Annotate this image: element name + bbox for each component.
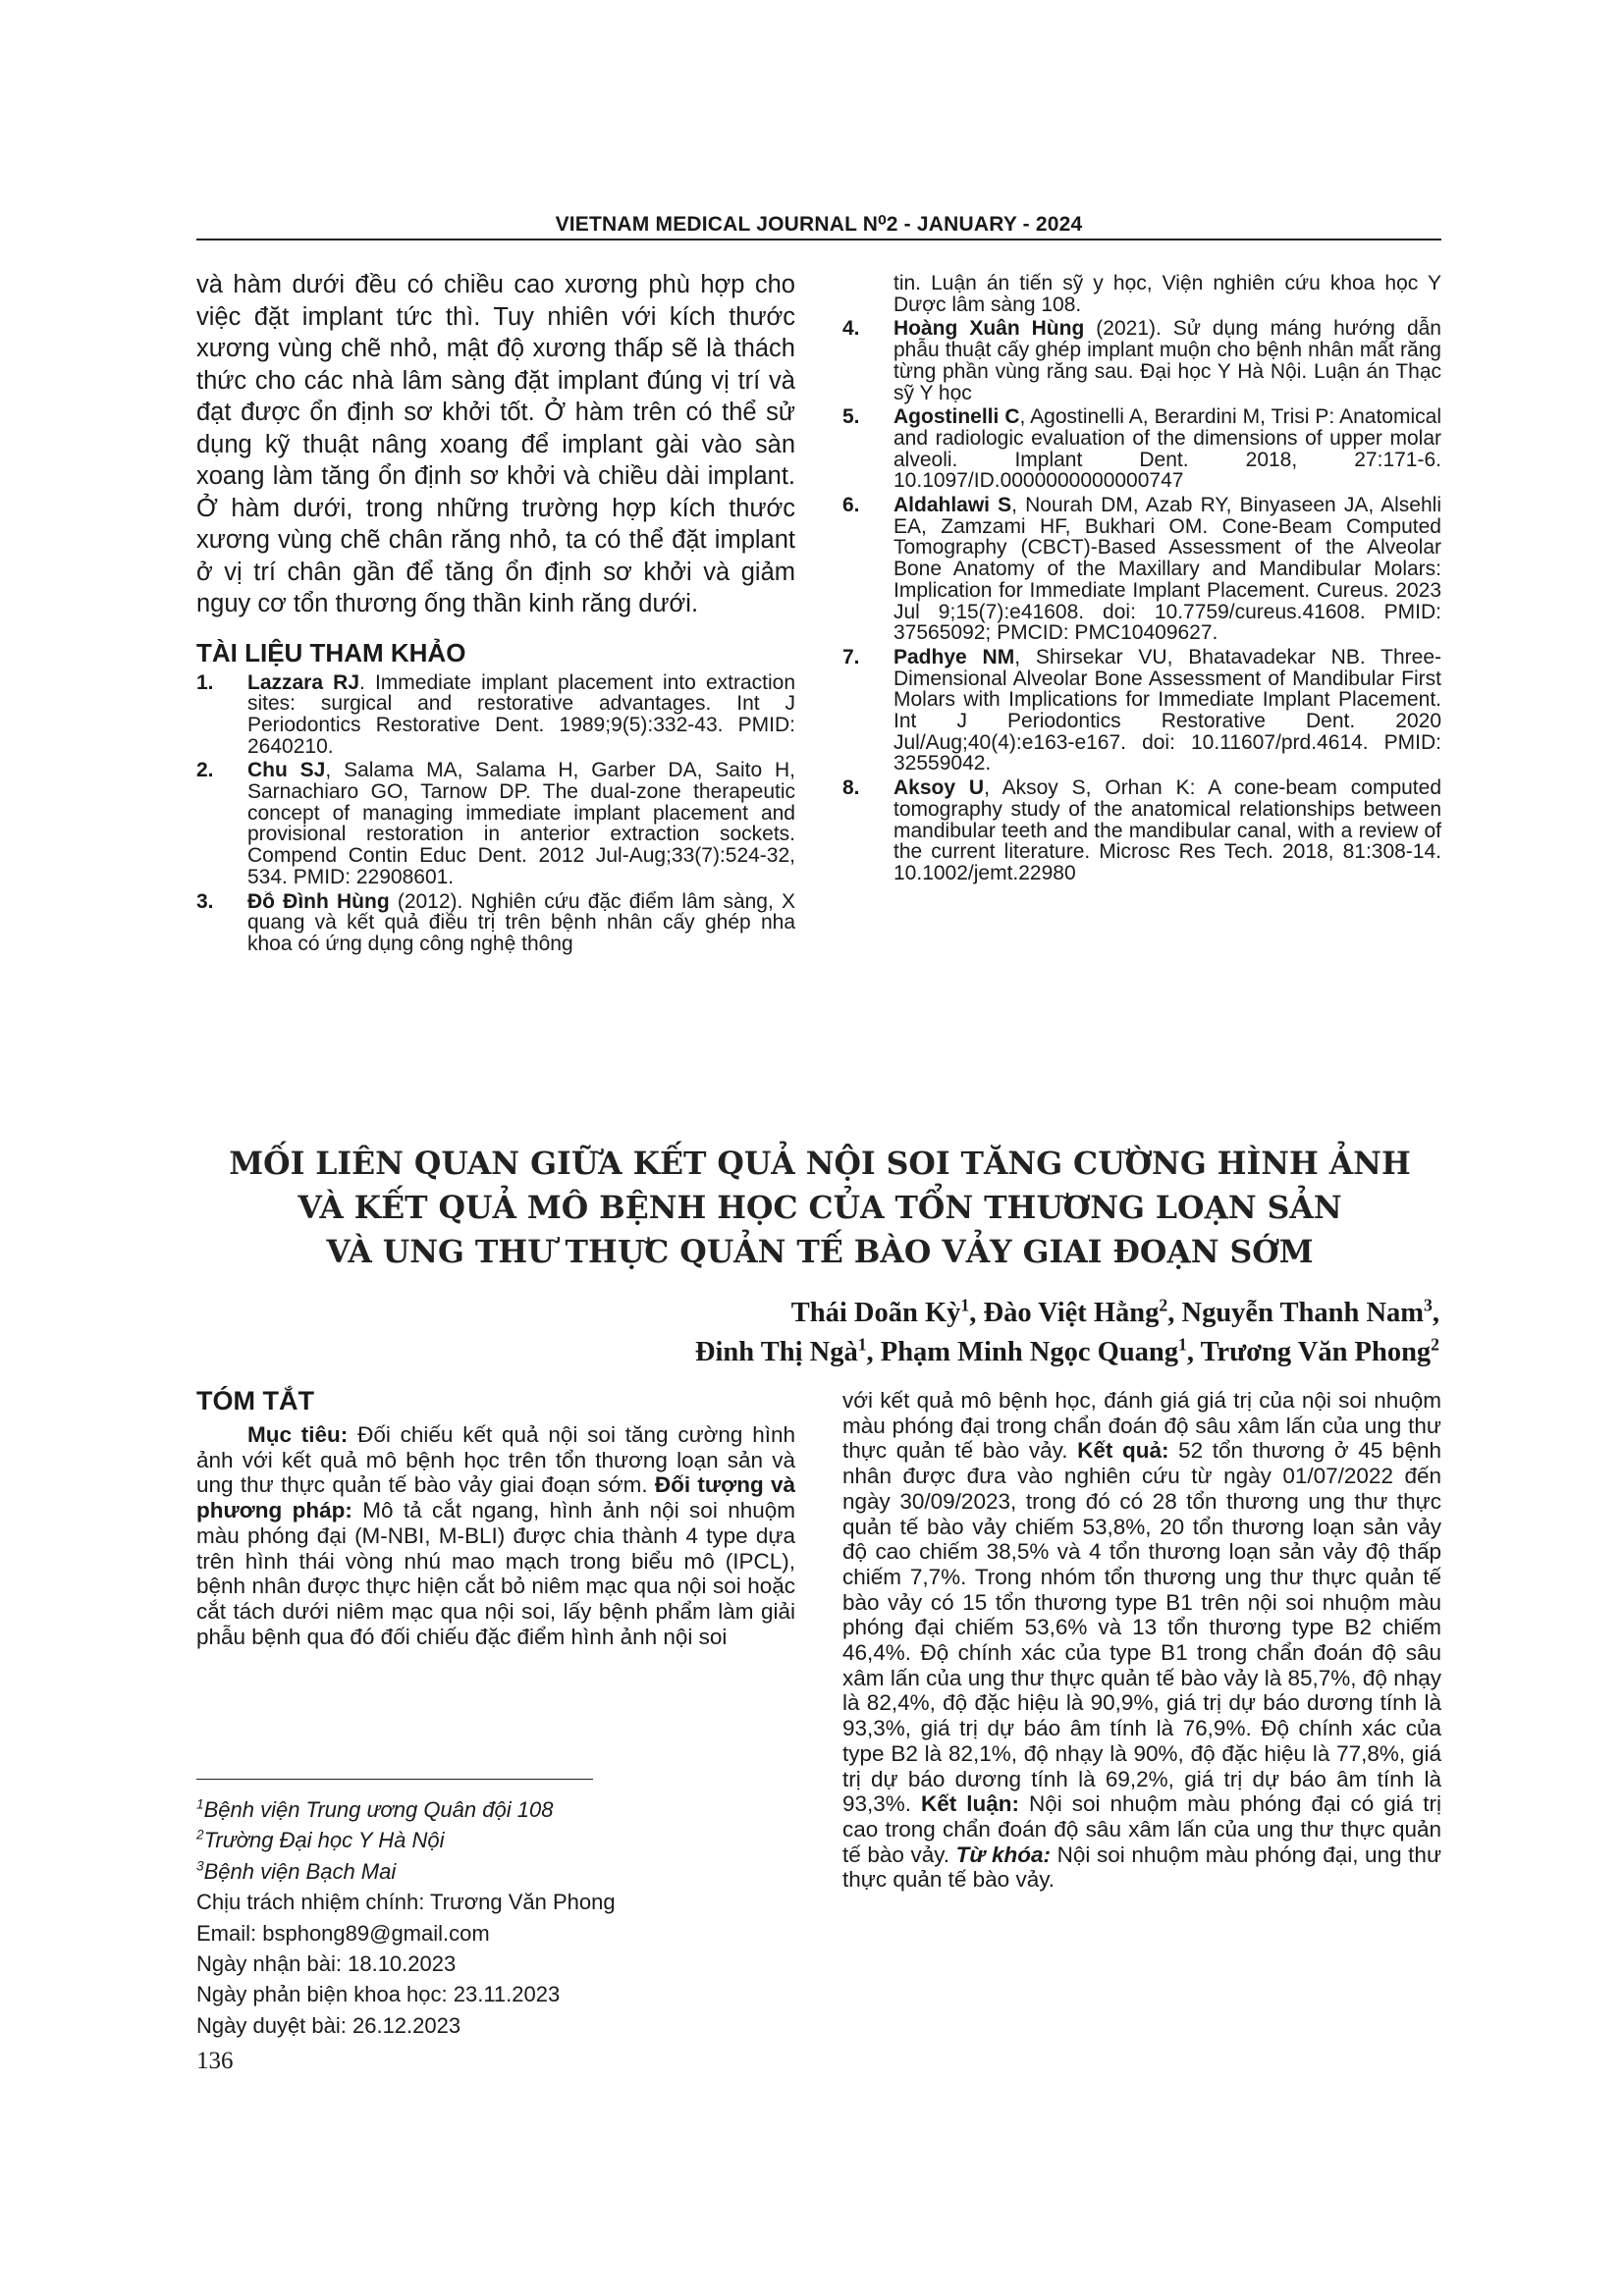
header-rule (196, 239, 1441, 240)
author-affiliation: 2 (1431, 1334, 1439, 1355)
reference-author: Agostinelli C (893, 405, 1020, 429)
abstract-methods-label: Đối tượng và phương pháp: (196, 1472, 795, 1523)
author-affiliation: 3 (1424, 1295, 1433, 1315)
reference-item (196, 672, 795, 758)
references-list-left (196, 672, 795, 955)
title-line: VÀ UNG THƯ THỰC QUẢN TẾ BÀO VẢY GIAI ĐOẠN SỚM (326, 1234, 1314, 1270)
abstract-methods-text: Mô tả cắt ngang, hình ảnh nội soi nhuộm màu phóng đại (M-NBI, M-BLI) được chia thành 4 type dựa trên hình thái vòng nhú mao mạch trong biểu mô (IPCL), bệnh nhân được thực hiện cắt bỏ niêm mạc qua nội soi hoặc cắt tách dưới niêm mạc qua nội soi, lấy bệnh phẩm làm giải phẫu bệnh qua đó đối chiếu đặc điểm hình ảnh nội soi (196, 1498, 795, 1649)
abstract-heading: TÓM TẮT (196, 1386, 314, 1415)
author-name: Nguyễn Thanh Nam (1181, 1298, 1425, 1328)
reference-number: 8. (842, 776, 860, 800)
reference-number: 1. (196, 670, 214, 694)
journal-header: VIETNAM MEDICAL JOURNAL N⁰2 - JANUARY - 2024 (555, 213, 1083, 236)
abstract-right-column (842, 1388, 1441, 1893)
affiliation-1: $^1$Bệnh viện Trung ương Quân đội 108 (196, 1796, 554, 1822)
abstract-conclusion-label: Kết luận: (921, 1791, 1020, 1817)
author-name: Trương Văn Phong (1200, 1337, 1432, 1367)
author-name: Đinh Thị Ngà (694, 1337, 858, 1367)
title-line: MỐI LIÊN QUAN GIỮA KẾT QUẢ NỘI SOI TĂNG CƯỜNG HÌNH ẢNH (229, 1146, 1411, 1182)
reference-text: (2012). Nghiên cứu đặc điểm lâm sàng, X quang và kết quả điều trị trên bệnh nhân cấy ghép nha khoa có ứng dụng công nghệ thông (247, 890, 795, 955)
reference-item (842, 777, 1441, 884)
body-paragraph: và hàm dưới đều có chiều cao xương phù hợp cho việc đặt implant tức thì. Tuy nhiên với kích thước xương vùng chẽ nhỏ, mật độ xương thấp sẽ là thách thức cho các nhà lâm sàng đặt implant đúng vị trí và đạt được ổn định sơ khởi tốt. Ở hàm trên có thể sử dụng kỹ thuật nâng xoang để implant gài vào sàn xoang làm tăng ổn định sơ khởi và chiều dài implant. Ở hàm dưới, trong những trường hợp kích thước xương vùng chẽ chân răng nhỏ, ta có thể đặt implant ở vị trí chân gần để tăng ổn định sơ khởi và giảm nguy cơ tổn thương ống thần kinh răng dưới. (196, 271, 795, 617)
reference-author: Đỗ Đình Hùng (247, 890, 390, 913)
reference-author: Hoàng Xuân Hùng (893, 317, 1085, 341)
abstract-text-continued (842, 1388, 1441, 1893)
abstract-keywords-label: Từ khóa: (955, 1842, 1052, 1867)
corresponding-author: Chịu trách nhiệm chính: Trương Văn Phong (196, 1890, 616, 1915)
abstract-objective-text: Đối chiếu kết quả nội soi tăng cường hình ảnh với kết quả mô bệnh học trên tổn thương loạn sản và ung thư thực quản tế bào vảy giai đoạn sớm. (196, 1422, 795, 1498)
abstract-methods-continued: với kết quả mô bệnh học, đánh giá giá trị của nội soi nhuộm màu phóng đại trong chẩn đoán độ sâu xâm lấn của ung thư thực quản tế bào vảy. (842, 1388, 1441, 1464)
abstract-results-label: Kết quả: (1077, 1438, 1169, 1464)
author-line: Đinh Thị Ngà$^1$, Phạm Minh Ngọc Quang$^1$, Trương Văn Phong$^2$ (694, 1334, 1439, 1367)
reference-item (842, 318, 1441, 403)
reference-number: 5. (842, 405, 860, 429)
reference-text: tin. Luận án tiến sỹ y học, Viện nghiên cứu khoa học Y Dược lâm sàng 108. (893, 272, 1441, 316)
reference-number: 4. (842, 317, 860, 341)
reference-continuation (842, 273, 1441, 315)
right-column-top (842, 273, 1441, 884)
reference-author: Aksoy U (893, 776, 985, 800)
reference-author: Aldahlawi S (893, 494, 1012, 517)
reference-number: 2. (196, 759, 214, 782)
title-line: VÀ KẾT QUẢ MÔ BỆNH HỌC CỦA TỔN THƯƠNG LOẠN SẢN (298, 1190, 1342, 1226)
references-heading: TÀI LIỆU THAM KHẢO (196, 637, 466, 667)
page-number: 136 (196, 2048, 234, 2074)
author-affiliation: 2 (1159, 1295, 1168, 1315)
abstract-objective-label: Mục tiêu: (247, 1422, 349, 1447)
article-title (167, 1142, 1473, 1274)
abstract-left-column (196, 1422, 795, 1751)
reference-author: Lazzara RJ (247, 670, 360, 694)
reference-item (196, 760, 795, 887)
footnotes (196, 1794, 616, 2041)
abstract-text (196, 1422, 795, 1649)
abstract-results-text: 52 tổn thương ở 45 bệnh nhân được đưa vào nghiên cứu từ ngày 01/07/2022 đến ngày 30/09/2023, trong đó có 28 tổn thương ung thư thực quản tế bào vảy chiếm 53,8%, 20 tổn thương loạn sản vảy độ cao chiếm 38,5% và 4 tổn thương loạn sản vảy độ thấp chiếm 7,7%. Trong nhóm tổn thương ung thư thực quản tế bào vảy có 15 tổn thương type B1 trên nội soi nhuộm màu phóng đại chiếm 53,6% và 13 tổn thương type B2 chiếm 46,4%. Độ chính xác của type B1 trong chẩn đoán độ sâu xâm lấn của ung thư thực quản tế bào vảy là 85,7%, độ nhạy là 82,4%, độ đặc hiệu là 90,9%, giá trị dự báo dương tính là 93,3%, giá trị dự báo âm tính là 76,9%. Độ chính xác của type B2 là 82,1%, độ nhạy là 90%, độ đặc hiệu là 77,8%, giá trị dự báo dương tính là 69,2%, giá trị dự báo âm tính là 93,3%. (842, 1438, 1441, 1817)
reference-text: , Agostinelli A, Berardini M, Trisi P: Anatomical and radiologic evaluation of the dimensions of upper molar alveoli. Implant Dent. 2018, 27:171-6. 10.1097/ID.0000000000000747 (893, 405, 1441, 493)
date-accepted: Ngày duyệt bài: 26.12.2023 (196, 2012, 461, 2038)
reference-item (842, 647, 1441, 774)
reference-text: , Salama MA, Salama H, Garber DA, Saito H, Sarnachiaro GO, Tarnow DP. The dual-zone therapeutic concept of managing immediate implant placement and provisional restoration in anterior extraction sockets. Compend Contin Educ Dent. 2012 Jul-Aug;33(7):524-32, 534. PMID: 22908601. (247, 759, 796, 888)
author-line: Thái Doãn Kỳ$^1$, Đào Việt Hằng$^2$, Nguyễn Thanh Nam$^3$, (790, 1295, 1439, 1328)
corresponding-email: Email: bsphong89@gmail.com (196, 1920, 490, 1946)
reference-item (842, 406, 1441, 492)
affiliation-2: $^2$Trường Đại học Y Hà Nội (196, 1828, 445, 1853)
left-column-top (196, 269, 795, 955)
reference-number: 7. (842, 645, 860, 668)
reference-author: Padhye NM (893, 645, 1015, 668)
reference-number: 3. (196, 889, 214, 913)
references-list-right (842, 273, 1441, 884)
reference-text: , Shirsekar VU, Bhatavadekar NB. Three-Dimensional Alveolar Bone Assessment of Mandibular First Molars with Implications for Immediate Implant Placement. Int J Periodontics Restorative Dent. 2020 Jul/Aug;40(4):e163-e167. doi: 10.11607/prd.4614. PMID: 32559042. (893, 645, 1441, 775)
abstract-keywords-text: Nội soi nhuộm màu phóng đại, ung thư thực quản tế bào vảy. (842, 1842, 1442, 1893)
reference-text: , Nourah DM, Azab RY, Binyaseen JA, Alsehli EA, Zamzami HF, Bukhari OM. Cone-Beam Computed Tomography (CBCT)-Based Assessment of the Alveolar Bone Anatomy of the Maxillary and Mandibular Molars: Implication for Immediate Implant Placement. Cureus. 2023 Jul 9;15(7):e41608. doi: 10.7759/cureus.41608. PMID: 37565092; PMCID: PMC10409627. (893, 494, 1441, 645)
author-affiliation: 1 (1178, 1334, 1187, 1355)
reference-item (196, 891, 795, 955)
date-received: Ngày nhận bài: 18.10.2023 (196, 1951, 457, 1977)
date-reviewed: Ngày phản biện khoa học: 23.11.2023 (196, 1982, 561, 2007)
abstract-conclusion-text: Nội soi nhuộm màu phóng đại có giá trị cao trong chẩn đoán độ sâu xâm lấn của ung thư thực quản tế bào vảy. (842, 1791, 1441, 1867)
reference-text: , Aksoy S, Orhan K: A cone-beam computed tomography study of the anatomical relationships between mandibular teeth and the mandibular canal, with a review of the current literature. Microsc Res Tech. 2018, 81:308-14. 10.1002/jemt.22980 (893, 776, 1441, 884)
author-name: Đào Việt Hằng (983, 1298, 1160, 1328)
reference-number: 6. (842, 494, 860, 517)
author-affiliation: 1 (857, 1334, 867, 1355)
author-name: Phạm Minh Ngọc Quang (880, 1337, 1179, 1367)
author-list (695, 1294, 1439, 1372)
reference-text: (2021). Sử dụng máng hướng dẫn phẫu thuật cấy ghép implant muộn cho bệnh nhân mất răng từng phần vùng răng sau. Đại học Y Hà Nội. Luận án Thạc sỹ Y học (893, 317, 1441, 404)
footnote-rule (196, 1779, 593, 1780)
affiliation-3: $^3$Bệnh viện Bạch Mai (196, 1858, 397, 1884)
reference-text: . Immediate implant placement into extraction sites: surgical and restorative advantages. Int J Periodontics Restorative Dent. 1989;9(5):332-43. PMID: 2640210. (247, 670, 795, 758)
reference-author: Chu SJ (247, 759, 326, 782)
author-affiliation: 1 (960, 1295, 970, 1315)
reference-item (842, 495, 1441, 644)
author-name: Thái Doãn Kỳ (790, 1298, 961, 1328)
